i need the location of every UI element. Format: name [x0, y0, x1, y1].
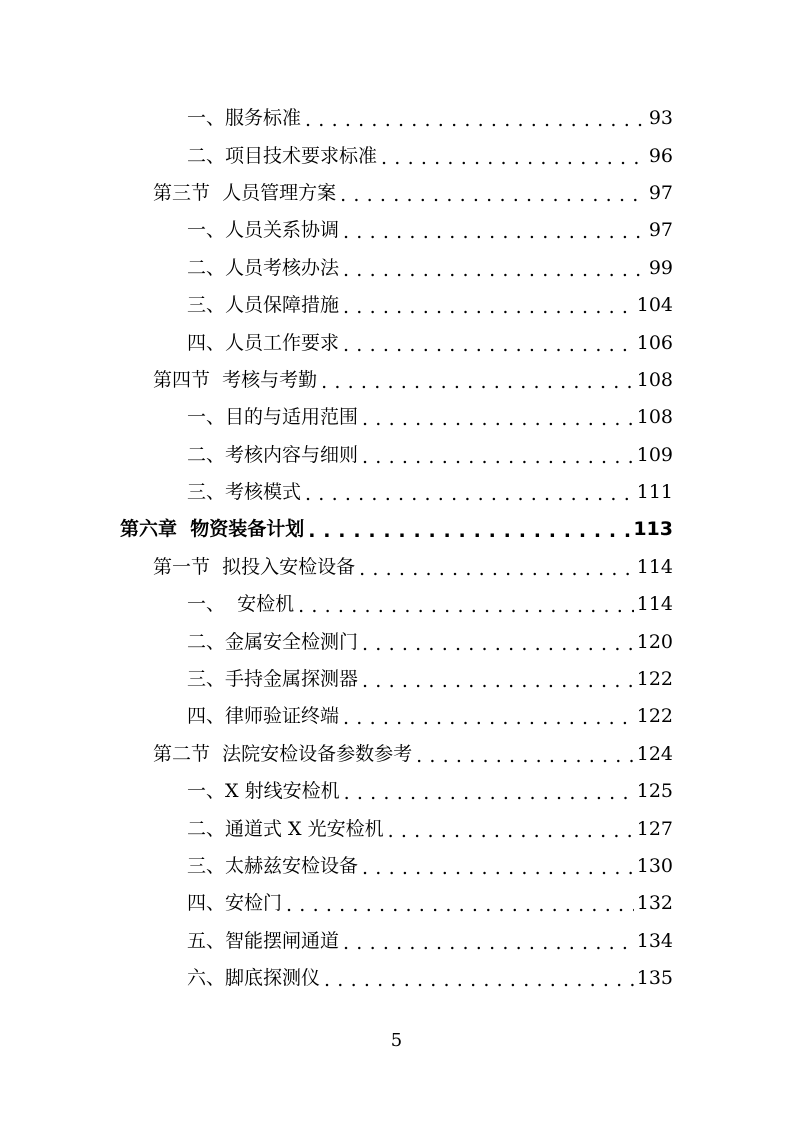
toc-entry-title: 第四节 考核与考勤 [153, 368, 318, 391]
toc-entry-title: 第三节 人员管理方案 [153, 181, 337, 204]
toc-subsection-entry[interactable] [0, 474, 793, 511]
toc-subsection-entry[interactable] [0, 623, 793, 660]
toc-entry-title: 一、X 射线安检机 [187, 780, 340, 803]
table-of-contents [0, 100, 793, 997]
toc-entry-page: 109 [636, 443, 673, 466]
toc-subsection-entry[interactable] [0, 324, 793, 361]
toc-entry-title: 第一节 拟投入安检设备 [153, 555, 356, 578]
toc-dot-leader [305, 485, 634, 504]
toc-dot-leader [362, 448, 634, 467]
toc-dot-leader [340, 186, 646, 205]
page-number: 5 [390, 1030, 403, 1051]
toc-entry-title: 一、人员关系协调 [187, 219, 340, 242]
toc-section-entry[interactable] [0, 362, 793, 399]
toc-entry-page: 93 [648, 107, 673, 130]
toc-subsection-entry[interactable] [0, 137, 793, 174]
toc-dot-leader [362, 635, 634, 654]
toc-subsection-entry[interactable] [0, 287, 793, 324]
toc-entry-page: 114 [636, 593, 673, 616]
toc-subsection-entry[interactable] [0, 885, 793, 922]
toc-subsection-entry[interactable] [0, 923, 793, 960]
toc-entry-title: 五、智能摆闸通道 [187, 929, 340, 952]
toc-dot-leader [321, 373, 634, 392]
toc-entry-page: 97 [648, 181, 673, 204]
toc-dot-leader [416, 747, 634, 766]
toc-entry-title: 一、目的与适用范围 [187, 406, 359, 429]
toc-subsection-entry[interactable] [0, 773, 793, 810]
toc-entry-page: 104 [636, 294, 673, 317]
toc-entry-page: 111 [636, 481, 673, 504]
toc-subsection-entry[interactable] [0, 212, 793, 249]
toc-entry-title: 一、 安检机 [187, 593, 295, 616]
toc-dot-leader [343, 261, 646, 280]
toc-entry-title: 四、人员工作要求 [187, 331, 340, 354]
toc-dot-leader [298, 597, 634, 616]
toc-entry-page: 122 [636, 705, 673, 728]
toc-subsection-entry[interactable] [0, 848, 793, 885]
toc-entry-page: 97 [648, 219, 673, 242]
toc-entry-page: 127 [636, 817, 673, 840]
toc-dot-leader [343, 223, 646, 242]
toc-subsection-entry[interactable] [0, 661, 793, 698]
toc-entry-page: 120 [636, 630, 673, 653]
toc-entry-title: 一、服务标准 [187, 107, 302, 130]
toc-dot-leader [344, 784, 634, 803]
toc-dot-leader [362, 672, 634, 691]
toc-dot-leader [359, 560, 634, 579]
toc-entry-title: 二、通道式 X 光安检机 [187, 817, 384, 840]
toc-entry-title: 三、手持金属探测器 [187, 668, 359, 691]
toc-entry-title: 三、人员保障措施 [187, 294, 340, 317]
toc-entry-page: 125 [636, 780, 673, 803]
toc-entry-page: 124 [636, 742, 673, 765]
toc-subsection-entry[interactable] [0, 100, 793, 137]
toc-subsection-entry[interactable] [0, 399, 793, 436]
toc-entry-title: 三、考核模式 [187, 481, 302, 504]
toc-entry-page: 106 [636, 331, 673, 354]
toc-section-entry[interactable] [0, 175, 793, 212]
toc-subsection-entry[interactable] [0, 698, 793, 735]
toc-dot-leader [388, 822, 634, 841]
toc-dot-leader [343, 934, 634, 953]
toc-entry-title: 二、项目技术要求标准 [187, 144, 378, 167]
toc-dot-leader [324, 971, 634, 990]
toc-dot-leader [343, 298, 634, 317]
toc-section-entry[interactable] [0, 549, 793, 586]
toc-dot-leader [286, 896, 634, 915]
toc-entry-page: 134 [636, 929, 673, 952]
toc-entry-title: 六、脚底探测仪 [187, 967, 321, 990]
toc-section-entry[interactable] [0, 736, 793, 773]
toc-dot-leader [381, 149, 646, 168]
toc-entry-page: 130 [636, 855, 673, 877]
toc-entry-title: 二、考核内容与细则 [187, 443, 359, 466]
toc-dot-leader [362, 410, 634, 429]
toc-dot-leader [308, 522, 630, 541]
toc-dot-leader [362, 859, 634, 878]
toc-entry-page: 113 [633, 518, 673, 541]
toc-entry-title: 二、人员考核办法 [187, 256, 340, 279]
toc-chapter-entry[interactable] [0, 511, 793, 548]
toc-entry-title: 二、金属安全检测门 [187, 630, 359, 653]
toc-dot-leader [343, 336, 634, 355]
toc-entry-page: 108 [636, 406, 673, 429]
toc-entry-page: 99 [648, 256, 673, 279]
toc-entry-title: 第二节 法院安检设备参数参考 [153, 742, 413, 765]
toc-entry-title: 四、律师验证终端 [187, 705, 340, 728]
toc-entry-title: 第六章 物资装备计划 [120, 518, 305, 541]
toc-entry-page: 114 [636, 555, 673, 578]
toc-entry-title: 四、安检门 [187, 892, 283, 915]
toc-entry-page: 132 [636, 892, 673, 915]
toc-subsection-entry[interactable] [0, 960, 793, 997]
toc-subsection-entry[interactable] [0, 437, 793, 474]
toc-entry-page: 108 [636, 368, 673, 391]
toc-dot-leader [305, 111, 646, 130]
toc-entry-page: 122 [636, 668, 673, 691]
toc-entry-page: 96 [648, 144, 673, 167]
toc-subsection-entry[interactable] [0, 810, 793, 847]
toc-subsection-entry[interactable] [0, 586, 793, 623]
toc-subsection-entry[interactable] [0, 250, 793, 287]
toc-entry-page: 135 [636, 967, 673, 990]
toc-dot-leader [343, 709, 634, 728]
toc-entry-title: 三、太赫兹安检设备 [187, 855, 359, 877]
